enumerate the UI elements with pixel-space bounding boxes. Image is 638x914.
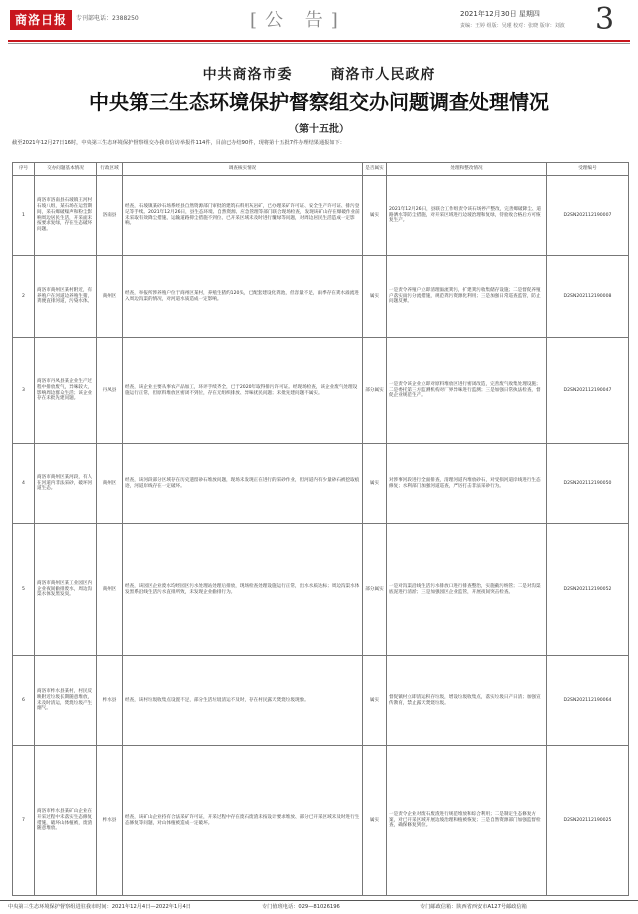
footer-dates: 中央第三生态环境保护督察组进驻我市时间：2021年12月4日—2022年1月4日 — [8, 904, 191, 910]
cell-region: 柞水县 — [97, 656, 123, 746]
editors-line: 责编：王婷 组版：吴瑾 校对：张晓 版审：刘波 — [460, 23, 565, 29]
issuers — [0, 64, 638, 84]
cell-investigation: 经查，该矿山企业持有合法采矿许可证，开采过程中存在废石废渣未按设计要求堆放、部分已开采区域未及时进行生态修复等问题，对山体植被造成一定破坏。 — [123, 746, 363, 896]
cell-problem: 商洛市商州区某河段，有人在河道内非法采砂，破坏河道生态。 — [35, 444, 97, 524]
cell-id: D2SN202112190064 — [547, 656, 629, 746]
cell-seq: 4 — [13, 444, 35, 524]
cell-problem: 商洛市柞水县某村，村民反映附近垃圾长期随意堆放，未及时清运，焚烧垃圾产生烟气。 — [35, 656, 97, 746]
issuer-government: 商洛市人民政府 — [330, 67, 436, 83]
cell-id: D2SN202112190008 — [547, 256, 629, 338]
cell-verified: 部分属实 — [363, 338, 387, 444]
headline: 中央第三生态环境保护督察组交办问题调查处理情况 — [89, 90, 549, 114]
cell-handling: 一是责令该企业立即对原料堆放区进行密闭改造，完善废气收集处理设施；二是委托第三方监测机构对厂界异味进行监测；三是加强日常执法检查，督促企业规范生产。 — [387, 338, 547, 444]
masthead-rule-thin — [8, 43, 630, 44]
cell-region: 洛南县 — [97, 176, 123, 256]
table-header-row — [13, 163, 629, 176]
masthead-rule — [8, 40, 630, 42]
cell-investigation: 经查，该河段部分区域存在历史遗留砂石堆放问题，现场未发现正在进行的采砂作业，但河道内有少量砂石被挖取痕迹，河道岸线存在一定破坏。 — [123, 444, 363, 524]
cell-handling: 对涉事河段进行全面排查，清理河道内堆放砂石，对受损河道岸线进行生态修复；水利部门加强河道巡查，严厉打击非法采砂行为。 — [387, 444, 547, 524]
table-row — [13, 746, 629, 896]
page-number: 3 — [595, 2, 615, 37]
cell-seq: 6 — [13, 656, 35, 746]
cell-investigation: 经查，石坡镇某砂石场系经县自然资源部门审批的建筑石料用灰岩矿，已办理采矿许可证、安全生产许可证、排污登记等手续。2021年12月26日，县生态环境、自然资源、应急管理等部门联合现场检查，发现该矿山存在爆破作业前未采取有效降尘措施、运输道路抑尘措施不到位、已开采区域未及时进行覆绿等问题，对周边居民生活造成一定影响。 — [123, 176, 363, 256]
cell-investigation: 经查，举报所涉养殖户位于商州区某村，养殖生猪约120头，已配套建设化粪池，但容量不足，雨季存在粪水溢流进入周边沟渠的情况，对河道水质造成一定影响。 — [123, 256, 363, 338]
cell-investigation: 经查，该企业主要从事农产品加工，环评手续齐全，已于2020年取得排污许可证。经现场检查，该企业废气处理设施运行正常，但原料堆放区密闭不到位，存在无组织排放、异味扰民问题；未批先建问题不属实。 — [123, 338, 363, 444]
header-seq: 序号 — [13, 163, 35, 176]
table-row — [13, 338, 629, 444]
header-problem: 交办问题基本情况 — [35, 163, 97, 176]
cell-investigation: 经查，该园区企业废水均经园区污水处理站处理后排放，现场检查处理设施运行正常，出水水质达标；周边沟渠水体发黑系沿线生活污水直排所致，未发现企业偷排行为。 — [123, 524, 363, 656]
cell-seq: 1 — [13, 176, 35, 256]
cell-investigation: 经查，该村垃圾收集点设置不足，部分生活垃圾清运不及时，存在村民露天焚烧垃圾现象。 — [123, 656, 363, 746]
issuer-party: 中共商洛市委 — [202, 67, 293, 83]
header-handling: 处理和整改情况 — [387, 163, 547, 176]
footer-phone: 专门值班电话：029—81026196 — [262, 904, 340, 910]
cell-handling: 2021年12月26日，县联合工作组责令该石场停产整改，完善爆破降尘、道路洒水等防尘措施，对开采区域进行边坡治理和复绿，待验收合格后方可恢复生产。 — [387, 176, 547, 256]
newspaper-logo: 商洛日报 — [10, 10, 72, 30]
cell-problem: 商洛市丹凤县某企业生产过程中排放废气，异味较大，影响周边群众生活；该企业存在未批先建问题。 — [35, 338, 97, 444]
table-row — [13, 656, 629, 746]
cell-verified: 属实 — [363, 256, 387, 338]
masthead — [0, 0, 638, 42]
cell-region: 商州区 — [97, 444, 123, 524]
cell-seq: 3 — [13, 338, 35, 444]
cell-id: D2SN202112190007 — [547, 176, 629, 256]
header-investigation: 调查核实情况 — [123, 163, 363, 176]
footer — [0, 900, 638, 914]
cell-id: D2SN202112190050 — [547, 444, 629, 524]
cell-region: 商州区 — [97, 256, 123, 338]
cell-id: D2SN202112190025 — [547, 746, 629, 896]
cell-handling: 一是责令养殖户立即清理溢流粪污，扩建粪污收集储存设施；二是督促养殖户落实雨污分流措施，规范粪污资源化利用；三是加强日常巡查监管，防止问题反弹。 — [387, 256, 547, 338]
hotline: 专刊部电话：2388250 — [76, 15, 139, 22]
cell-problem: 商洛市商州区某工业园区内企业夜间偷排废水，周边沟渠水体发黑发臭。 — [35, 524, 97, 656]
cell-seq: 5 — [13, 524, 35, 656]
table-row — [13, 524, 629, 656]
cell-region: 柞水县 — [97, 746, 123, 896]
cell-verified: 属实 — [363, 176, 387, 256]
cell-region: 丹凤县 — [97, 338, 123, 444]
cell-seq: 7 — [13, 746, 35, 896]
cell-problem: 商洛市商州区某村附近，有养殖户在河道边养殖生猪，粪便直排河道，污染水体。 — [35, 256, 97, 338]
table-row — [13, 256, 629, 338]
section-title: [公 告] — [250, 10, 346, 31]
header-id: 受理编号 — [547, 163, 629, 176]
cell-handling: 一是责令企业对废石废渣进行规范堆放和综合利用；二是制定生态修复方案，对已开采区域开展边坡治理和植被恢复；三是自然资源部门加强监督检查，确保修复到位。 — [387, 746, 547, 896]
cell-verified: 属实 — [363, 656, 387, 746]
cell-handling: 督促镇村立即清运积存垃圾，增设垃圾收集点，落实垃圾日产日清；加强宣传教育，禁止露天焚烧垃圾。 — [387, 656, 547, 746]
cell-id: D2SN202112190047 — [547, 338, 629, 444]
report-table — [12, 162, 629, 896]
issue-date: 2021年12月30日 星期四 — [460, 10, 540, 18]
cell-problem: 商洛市柞水县某矿山企业在开采过程中未落实生态修复措施，破坏山体植被，废渣随意堆放。 — [35, 746, 97, 896]
cell-seq: 2 — [13, 256, 35, 338]
table-row — [13, 176, 629, 256]
table-row — [13, 444, 629, 524]
cell-verified: 属实 — [363, 746, 387, 896]
cell-verified: 部分属实 — [363, 524, 387, 656]
footer-mailbox: 专门邮政信箱：陕西省西安市A127号邮政信箱 — [420, 904, 527, 910]
cell-handling: 一是对沟渠沿线生活污水排放口进行排查整治，实施截污纳管；二是对沟渠底泥进行清淤；三是加强园区企业监管，开展夜间突击检查。 — [387, 524, 547, 656]
intro-paragraph: 截至2021年12月27日16时，中央第三生态环境保护督察组交办我市信访举报件114件，目前已办结90件，现将第十五批7件办理结果通报如下： — [12, 140, 345, 146]
header-verified: 是否属实 — [363, 163, 387, 176]
cell-id: D2SN202112190052 — [547, 524, 629, 656]
cell-problem: 商洛市洛南县石坡镇王河村石坡八组，某石场在运营期间，采石爆破噪声和粉尘影响周边居民生活，开采面未按要求复绿，存在生态破坏问题。 — [35, 176, 97, 256]
cell-verified: 属实 — [363, 444, 387, 524]
cell-region: 商州区 — [97, 524, 123, 656]
subheadline: （第十五批） — [289, 124, 349, 135]
header-region: 行政区域 — [97, 163, 123, 176]
